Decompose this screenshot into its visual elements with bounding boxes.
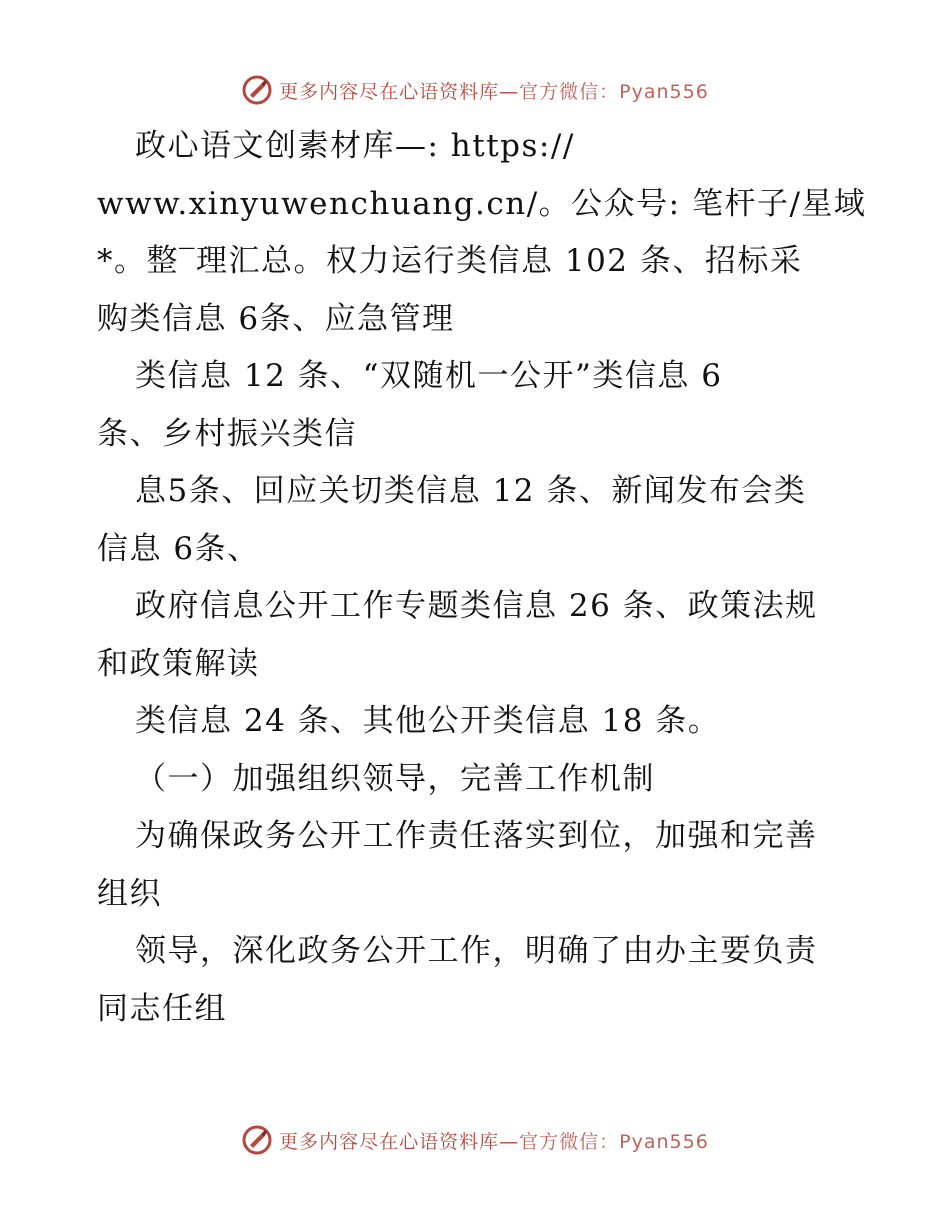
footer-banner-main: 更多内容尽在心语资料库— [279, 1130, 520, 1153]
brand-logo-icon [241, 74, 273, 106]
brand-logo-icon [241, 1124, 273, 1156]
footer-banner [0, 1120, 950, 1160]
body-line: 组织 [97, 875, 162, 912]
header-banner-wechat: 官方微信：Pyan556 [519, 80, 709, 103]
body-line: 同志任组 [97, 990, 227, 1027]
body-line: 政府信息公开工作专题类信息 26 条、政策法规 [135, 588, 818, 624]
body-line: 和政策解读 [97, 645, 260, 682]
body-line: 信息 6条、 [97, 530, 260, 567]
header-banner-text [279, 77, 709, 104]
body-line: 条、乡村振兴类信 [97, 415, 357, 452]
body-line: 息5条、回应关切类信息 12 条、新闻发布会类 [135, 473, 807, 509]
footer-banner-inner [241, 1124, 709, 1156]
section-heading: （一）加强组织领导，完善工作机制 [135, 760, 655, 797]
body-line: 类信息 12 条、“双随机一公开”类信息 6 [135, 358, 723, 394]
body-line: 政心语文创素材库—: https:// [135, 128, 575, 164]
footer-banner-wechat: 官方微信：Pyan556 [519, 1130, 709, 1153]
header-banner-inner [241, 74, 709, 106]
body-line: 类信息 24 条、其他公开类信息 18 条。 [135, 703, 721, 739]
header-banner [0, 70, 950, 110]
body-line: 购类信息 6条、应急管理 [97, 300, 455, 337]
document-body [97, 118, 867, 1038]
header-banner-main: 更多内容尽在心语资料库— [279, 80, 520, 103]
body-line: 领导，深化政务公开工作，明确了由办主要负责 [135, 933, 818, 969]
body-line: 为确保政务公开工作责任落实到位，加强和完善 [135, 818, 818, 854]
footer-banner-text [279, 1127, 709, 1154]
body-line: www.xinyuwenchuang.cn/。公众号: 笔杆子/星域 [97, 185, 867, 222]
body-line: *。整‾理汇总。权力运行类信息 102 条、招标采 [97, 243, 803, 279]
